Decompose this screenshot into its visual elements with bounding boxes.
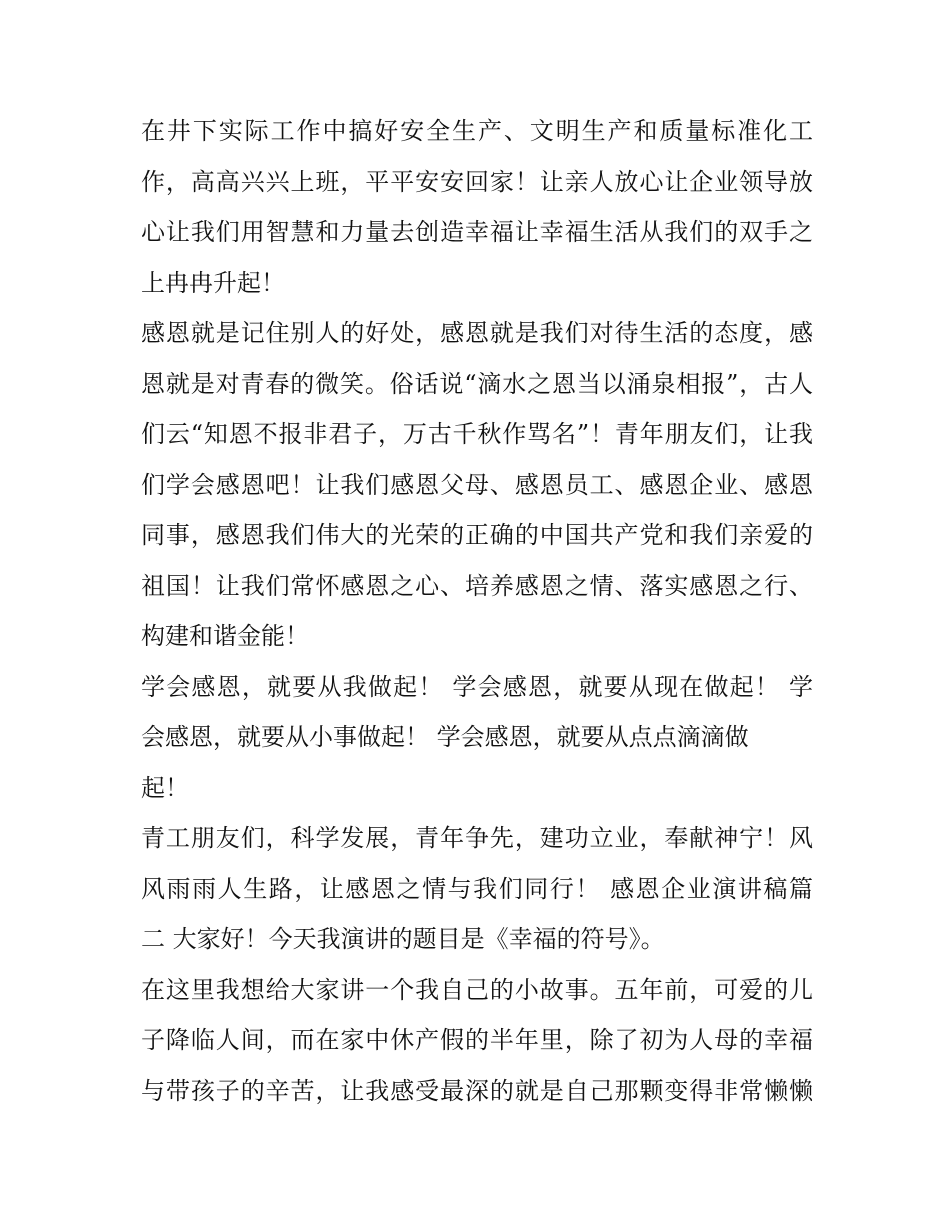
text-line: 学会感恩，就要从我做起！ 学会感恩，就要从现在做起！ 学 <box>141 672 813 701</box>
text-line: 风雨雨人生路，让感恩之情与我们同行！ 感恩企业演讲稿篇 <box>141 874 813 903</box>
text-line: 恩就是对青春的微笑。俗话说“滴水之恩当以涌泉相报”，古人 <box>141 369 813 398</box>
text-line: 在这里我想给大家讲一个我自己的小故事。五年前，可爱的儿 <box>141 975 813 1004</box>
text-line: 作，高高兴兴上班，平平安安回家！让亲人放心让企业领导放 <box>141 167 813 196</box>
text-line: 青工朋友们，科学发展，青年争先，建功立业，奉献神宁！风 <box>141 824 813 852</box>
text-line: 构建和谐金能！ <box>141 622 309 650</box>
text-line: 子降临人间，而在家中休产假的半年里，除了初为人母的幸福 <box>141 1026 813 1054</box>
text-line: 起！ <box>141 773 189 802</box>
text-line: 们云“知恩不报非君子，万古千秋作骂名”！青年朋友们，让我 <box>141 420 813 448</box>
text-line: 们学会感恩吧！让我们感恩父母、感恩员工、感恩企业、感恩 <box>141 470 813 499</box>
text-line: 会感恩，就要从小事做起！ 学会感恩，就要从点点滴滴做 <box>141 723 749 751</box>
text-line: 在井下实际工作中搞好安全生产、文明生产和质量标准化工 <box>141 117 813 145</box>
text-line: 二 大家好！今天我演讲的题目是《幸福的符号》。 <box>141 925 665 953</box>
text-line: 与带孩子的辛苦，让我感受最深的就是自己那颗变得非常懒懒 <box>141 1076 813 1105</box>
text-line: 祖国！让我们常怀感恩之心、培养感恩之情、落实感恩之行、 <box>141 571 813 600</box>
text-line: 感恩就是记住别人的好处，感恩就是我们对待生活的态度，感 <box>141 319 813 347</box>
text-line: 心让我们用智慧和力量去创造幸福让幸福生活从我们的双手之 <box>141 218 813 246</box>
text-line: 同事，感恩我们伟大的光荣的正确的中国共产党和我们亲爱的 <box>141 521 813 549</box>
document-body <box>141 106 813 1116</box>
text-line: 上冉冉升起！ <box>141 268 285 297</box>
